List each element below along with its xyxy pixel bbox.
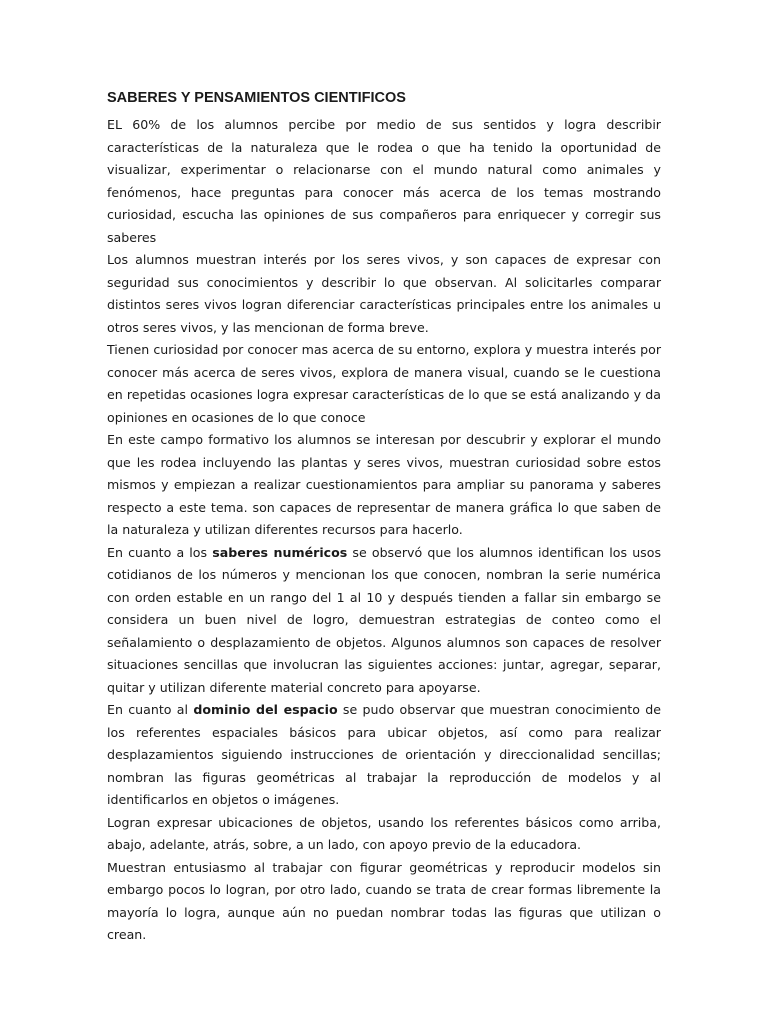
paragraph-5	[107, 542, 661, 700]
paragraph-2: Los alumnos muestran interés por los seres vivos, y son capaces de expresar con seguridad sus conocimientos y describir lo que observan. Al solicitarles comparar distintos seres vivos logran diferenciar características principales entre los animales u otros seres vivos, y las mencionan de forma breve.	[107, 252, 661, 335]
dominio-del-espacio-heading: dominio del espacio	[193, 702, 338, 717]
document-body	[107, 114, 661, 947]
paragraph-3: Tienen curiosidad por conocer mas acerca de su entorno, explora y muestra interés por conocer más acerca de seres vivos, explora de manera visual, cuando se le cuestiona en repetidas ocasiones logra expresar características de lo que se está analizando y da opiniones en ocasiones de lo que conoce	[107, 342, 661, 425]
paragraph-6-lead: En cuanto al	[107, 702, 194, 717]
paragraph-8: Muestran entusiasmo al trabajar con figurar geométricas y reproducir modelos sin embargo pocos lo logran, por otro lado, cuando se trata de crear formas libremente la mayoría lo logra, aunque aún no puedan nombrar todas las figuras que utilizan o crean.	[107, 859, 661, 942]
paragraph-5-lead: En cuanto a los	[107, 544, 213, 560]
paragraph-5-text: se observó que los alumnos identifican los usos cotidianos de los números y mencionan los que conocen, nombran la serie numérica con orden estable en un rango del 1 al 10 y después tienden a fallar sin embargo se considera un buen nivel de logro, demuestran estrategias de conteo como el señalamiento o desplazamiento de objetos. Algunos alumnos son capaces de resolver situaciones sencillas que involucran las siguientes acciones: juntar, agregar, separar, quitar y utilizan diferente material concreto para apoyarse.	[107, 544, 662, 695]
document-title: SABERES Y PENSAMIENTOS CIENTIFICOS	[107, 90, 406, 106]
paragraph-1: EL 60% de los alumnos percibe por medio de sus sentidos y logra describir características de la naturaleza que le rodea o que ha tenido la oportunidad de visualizar, experimentar o relacionarse con el mundo natural como animales y fenómenos, hace preguntas para conocer más acerca de los temas mostrando curiosidad, escucha las opiniones de sus compañeros para enriquecer y corregir sus saberes	[107, 117, 661, 245]
paragraph-7: Logran expresar ubicaciones de objetos, usando los referentes básicos como arriba, abajo, adelante, atrás, sobre, a un lado, con apoyo previo de la educadora.	[107, 814, 661, 852]
paragraph-6-text: se pudo observar que muestran conocimiento de los referentes espaciales básicos para ubicar objetos, así como para realizar desplazamientos siguiendo instrucciones de orientación y direccionalidad sencillas; nombran las figuras geométricas al trabajar la reproducción de modelos y al identificarlos en objetos o imágenes.	[107, 702, 661, 807]
paragraph-4: En este campo formativo los alumnos se interesan por descubrir y explorar el mundo que les rodea incluyendo las plantas y seres vivos, muestran curiosidad sobre estos mismos y empiezan a realizar cuestionamientos para ampliar su panorama y saberes respecto a este tema. son capaces de representar de manera gráfica lo que saben de la naturaleza y utilizan diferentes recursos para hacerlo.	[107, 432, 661, 537]
paragraph-6	[107, 699, 661, 812]
saberes-numericos-heading: saberes numéricos	[212, 544, 348, 560]
